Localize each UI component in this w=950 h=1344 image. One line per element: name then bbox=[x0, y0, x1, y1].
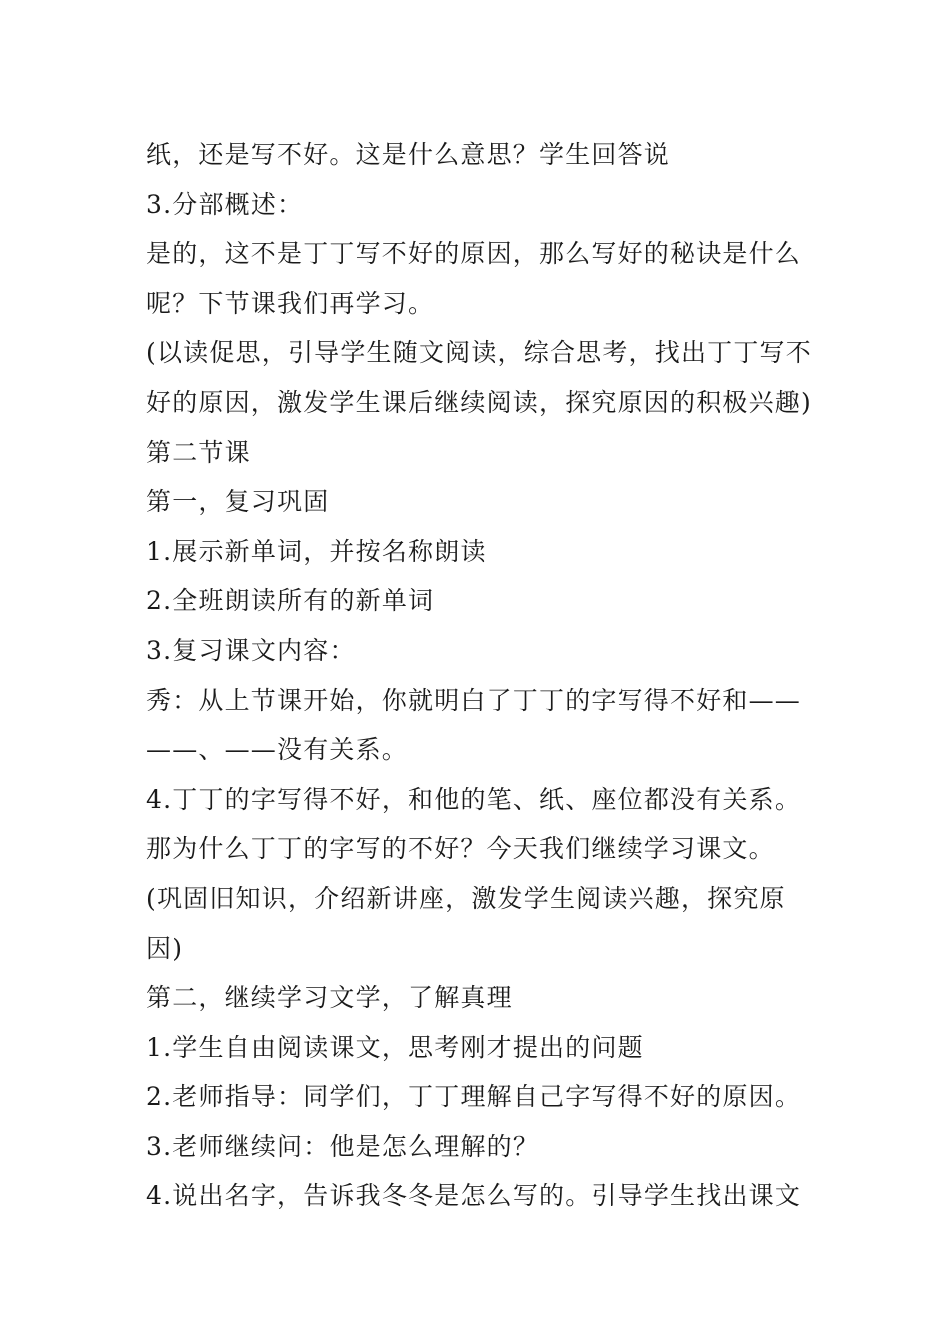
list-item: 4.丁丁的字写得不好，和他的笔、纸、座位都没有关系。 bbox=[146, 784, 802, 814]
list-item: 3.复习课文内容： bbox=[146, 635, 356, 665]
section-heading: 第一，复习巩固 bbox=[146, 487, 330, 517]
section-heading: 第二节课 bbox=[146, 437, 251, 467]
text-line: 纸，还是写不好。这是什么意思？学生回答说 bbox=[146, 140, 671, 169]
list-item: 1.展示新单词，并按名称朗读 bbox=[146, 536, 487, 566]
text-line: (巩固旧知识，介绍新讲座，激发学生阅读兴趣，探究原 bbox=[146, 883, 786, 913]
list-item: 4.说出名字，告诉我冬冬是怎么写的。引导学生找出课文 bbox=[146, 1181, 802, 1211]
list-item: 2.全班朗读所有的新单词 bbox=[146, 586, 435, 616]
list-item: 2.老师指导：同学们，丁丁理解自己字写得不好的原因。 bbox=[146, 1082, 802, 1112]
section-heading: 3.分部概述： bbox=[146, 189, 304, 219]
text-line: 呢？下节课我们再学习。 bbox=[146, 288, 435, 318]
text-line: (以读促思，引导学生随文阅读，综合思考，找出丁丁写不 bbox=[146, 338, 812, 368]
text-line: 好的原因，激发学生课后继续阅读，探究原因的积极兴趣) bbox=[146, 387, 812, 417]
list-item: 1.学生自由阅读课文，思考刚才提出的问题 bbox=[146, 1032, 644, 1062]
document-body bbox=[146, 130, 814, 1221]
text-line: 那为什么丁丁的字写的不好？今天我们继续学习课文。 bbox=[146, 834, 775, 864]
section-heading: 第二，继续学习文学，了解真理 bbox=[146, 983, 513, 1013]
list-item: 3.老师继续问：他是怎么理解的？ bbox=[146, 1131, 540, 1161]
text-line: ——、——没有关系。 bbox=[146, 735, 409, 765]
text-line: 因) bbox=[146, 933, 184, 963]
text-line: 秀：从上节课开始，你就明白了丁丁的字写得不好和—— bbox=[146, 685, 802, 715]
text-line: 是的，这不是丁丁写不好的原因，那么写好的秘诀是什么 bbox=[146, 239, 802, 269]
